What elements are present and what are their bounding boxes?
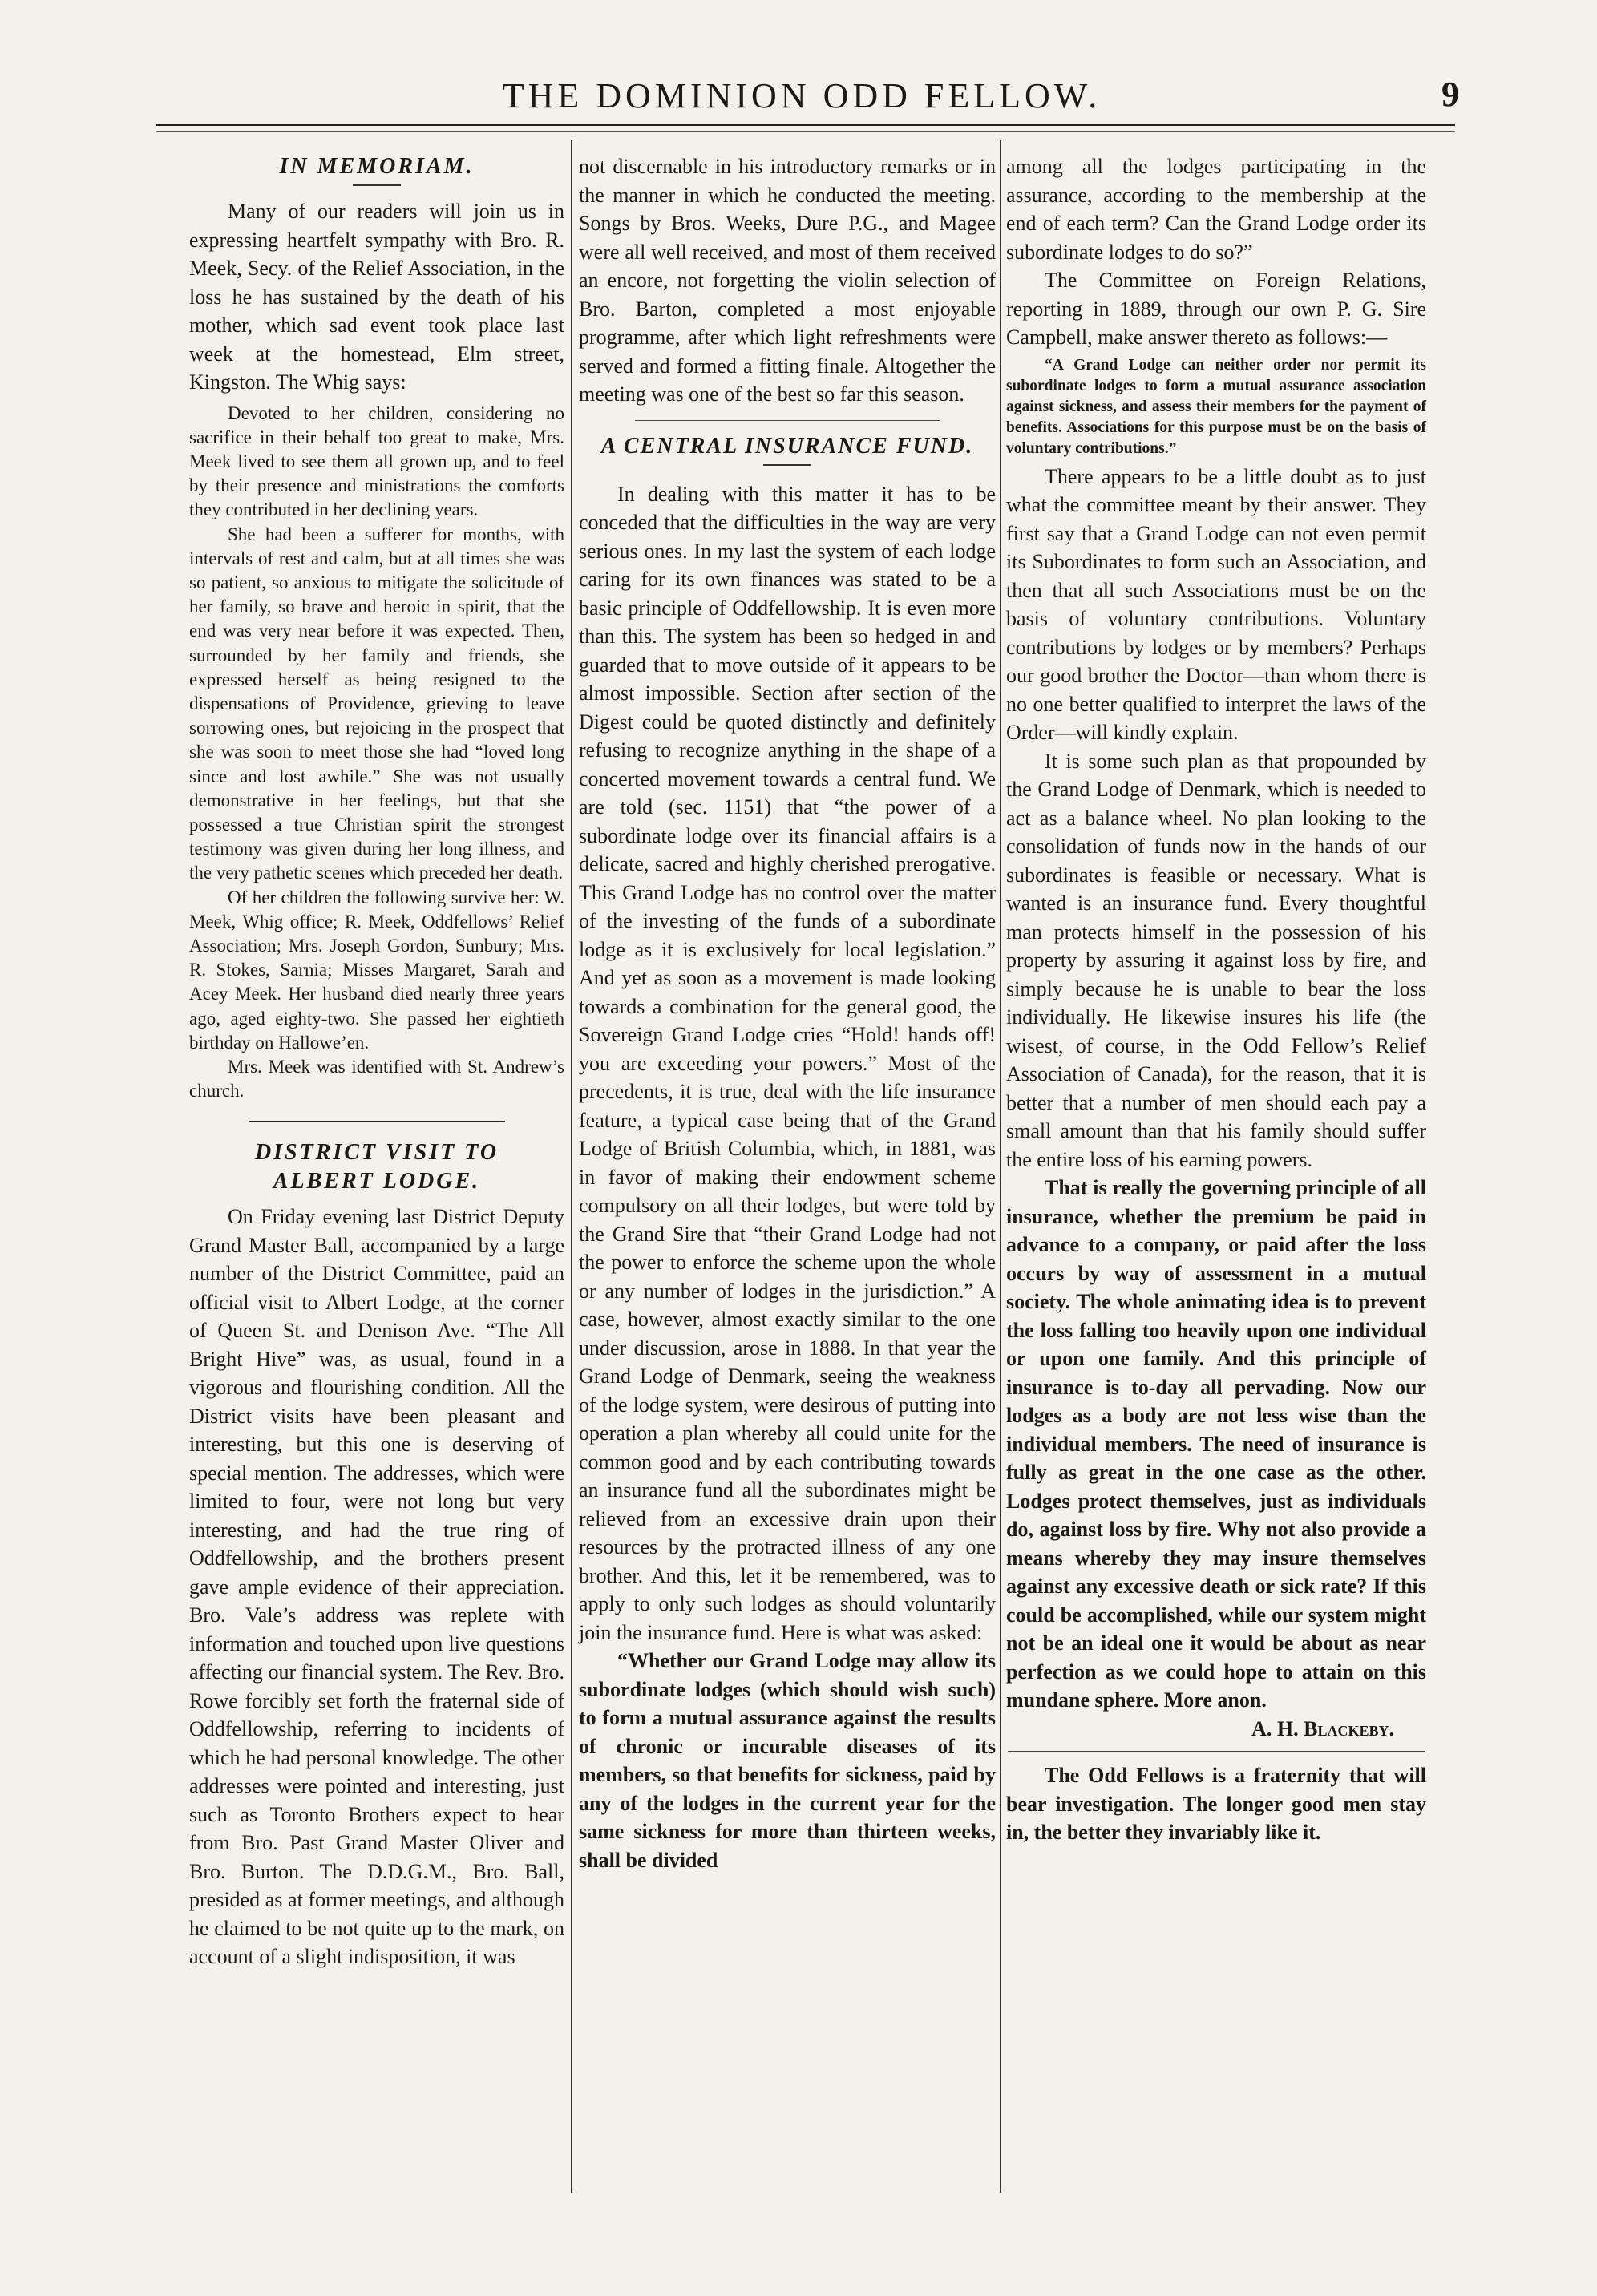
memoriam-quote-para: Devoted to her children, considering no sacrifice in their behalf too great to make, Mrs. Meek lived to see them all grown up, and to feel by their presence and ministrations the comforts they contributed in her declining years. [189,402,564,520]
header-rule [156,124,1455,126]
newspaper-title: THE DOMINION ODD FELLOW. [502,76,1102,115]
committee-paragraph: The Committee on Foreign Relations, reporting in 1889, through our own P. G. Sire Campbell, make answer thereto as follows:— [1006,269,1426,349]
in-memoriam-heading: IN MEMORIAM. [279,154,475,179]
section-separator [1008,1751,1425,1752]
masthead [144,71,1459,119]
memoriam-quote-para: She had been a sufferer for months, with intervals of rest and calm, but at all times she was so patient, so anxious to mitigate the solicitude of her family, so brave and heroic in spirit, that the end was very near before it was expected. Then, surrounded by her family and friends, she expressed herself as being resigned to the dispensations of Providence, grieving to leave sorrowing ones, but rejoicing in the prospect that she was soon to meet those she had “loved long since and lost awhile.” She was not usually demonstrative in her feelings, but that she possessed a true Christian spirit the strongest testimony was given during her long illness, and the very pathetic scenes which preceded her death. [189,523,564,883]
memoriam-intro: Many of our readers will join us in expressing heartfelt sympathy with Bro. R. Meek, Secy. of the Relief Association, in the loss he has sustained by the death of his mother, which sad event took place last week at the homestead, Elm street, Kingston. The Whig says: [189,200,564,394]
header-rule-thin [156,131,1455,132]
denmark-question: “Whether our Grand Lodge may allow its subordinate lodges (which should wish such) to form a mutual assurance against the results of chronic or incurable diseases of its members, so that benefits for sickness, paid by any of the lodges in the current year for the same sickness for more than thirteen weeks, shall be divided [579,1649,996,1872]
column-2 [579,152,996,1874]
denmark-question-continued: among all the lodges participating in the assurance, according to the membership at the end of each term? Can the Grand Lodge order its subordinate lodges to do so?” [1006,155,1426,264]
page-number: 9 [1441,75,1459,114]
central-insurance-heading: A CENTRAL INSURANCE FUND. [600,433,974,459]
memoriam-quote-para: Of her children the following survive her: W. Meek, Whig office; R. Meek, Oddfellows’ Relief Association; Mrs. Joseph Gordon, Sunbury; Mrs. R. Stokes, Sarnia; Misses Margaret, Sarah and Acey Meek. Her husband died nearly three years ago, aged eighty-two. She passed her eightieth birthday on Hallowe’en. [189,887,564,1053]
closing-paragraph: The Odd Fellows is a fraternity that will bear investigation. The longer good men stay in, the better they invariably like it. [1006,1764,1426,1844]
column-divider-1 [571,140,572,2193]
plan-paragraph: It is some such plan as that propounded by the Grand Lodge of Denmark, which is needed to act as a balance wheel. No plan looking to the consolidation of funds now in the hands of our subordinates is feasible or necessary. What is wanted is an insurance fund. Every thoughtful man protects himself in the possession of his property by assuring it against loss by fire, and simply because he is unable to bear the loss individually. He likewise insures his life (the wisest, of course, in the Odd Fellow’s Relief Association of Canada), for the reason, that it is better that a number of men should each pay a small amount than that his family should suffer the entire loss of his earning powers. [1006,749,1426,1171]
heading-underline [763,464,811,466]
signature-row [1006,1715,1426,1744]
column-3 [1006,152,1426,1847]
committee-quote: “A Grand Lodge can neither order nor permit its subordinate lodges to form a mutual assurance association against sickness, and assess their members for the payment of benefits. Associations for this purpose must be on the basis of voluntary contributions.” [1006,356,1426,457]
memoriam-quote [189,402,564,1104]
column-divider-2 [1000,140,1001,2193]
principle-paragraph: That is really the governing principle of all insurance, whether the premium be paid in advance to a company, or paid after the loss occurs by way of assessment in a mutual society. The whole animating idea is to prevent the loss falling too heavily upon one individual or upon one family. And this principle of insurance is to-day all pervading. Now our lodges as a body are not less wise than the individual members. The need of insurance is fully as great in the one case as the other. Lodges protect themselves, just as individuals do, against loss by fire. Why not also provide a means whereby they may insure themselves against any excessive death or sick rate? If this could be accomplished, while our system might not be an ideal one it would be about as near perfection as we could hope to attain on this mundane sphere. More anon. [1006,1176,1426,1712]
doubt-paragraph: There appears to be a little doubt as to just what the committee meant by their answer. They first say that a Grand Lodge can not even permit its Subordinates to form such an Association, and then that all such Associations must be on the basis of voluntary contributions. Voluntary contributions by lodges or by members? Perhaps our good brother the Doctor—than whom there is no one better qualified to interpret the laws of the Order—will kindly explain. [1006,464,1426,744]
district-visit-continued: not discernable in his introductory remarks or in the manner in which he conducted the meeting. Songs by Bros. Weeks, Dure P.G., and Magee were all well received, and most of them received an encore, not forgetting the violin selection of Bro. Barton, completed a most enjoyable programme, after which light refreshments were served and formed a fitting finale. Altogether the meeting was one of the best so far this season. [579,155,996,406]
district-visit-heading: DISTRICT VISIT TO ALBERT LODGE. [254,1140,499,1194]
author-signature: A. H. Blackeby. [1251,1716,1394,1740]
insurance-paragraph: In dealing with this matter it has to be conceded that the difficulties in the way are very serious ones. In my last the system of each lodge caring for its own finances was stated to be a basic principle of Oddfellowship. It is even more than this. The system has been so hedged in and guarded that to move outside of it appears to be almost impossible. Section after section of the Digest could be quoted distinctly and definitely refusing to recognize anything in the shape of a concerted movement towards a central fund. We are told (sec. 1151) that “the power of a subordinate lodge over its financial affairs is a delicate, sacred and highly cherished prerogative. This Grand Lodge has no control over the matter of the investing of the funds of a subordinate lodge as it is exclusively for local legislation.” And yet as soon as a movement is made looking towards a combination for the general good, the Sovereign Grand Lodge cries “Hold! hands off! you are exceeding your powers.” Most of the precedents, it is true, deal with the life insurance feature, a typical case being that of the Grand Lodge of British Columbia, which, in 1881, was in favor of making their endowment scheme compulsory on all their lodges, but were told by the Grand Sire that “their Grand Lodge had not the power to enforce the scheme upon the whole or any number of lodges in the jurisdiction.” A case, however, almost exactly similar to the one under discussion, arose in 1888. In that year the Grand Lodge of Denmark, seeing the weakness of the lodge system, were desirous of putting into operation a plan whereby all could unite for the common good and by each contributing towards an insurance fund all the subordinates might be relieved from an excessive drain upon their resources by the protracted illness of any one brother. And this, let it be remembered, was to apply to only such lodges as should voluntarily join the insurance fund. Here is what was asked: [579,482,996,1644]
section-separator [635,420,940,421]
district-visit-body: On Friday evening last District Deputy Grand Master Ball, accompanied by a large number of the District Committee, paid an official visit to Albert Lodge, at the corner of Queen St. and Denison Ave. “The All Bright Hive” was, as usual, found in a vigorous and flourishing condition. All the District visits have been pleasant and interesting, but this one is deserving of special mention. The addresses, which were limited to four, were not long but very interesting, and had the true ring of Oddfellowship, and the brothers present gave ample evidence of their appreciation. Bro. Vale’s address was replete with information and touched upon live questions affecting our financial system. The Rev. Bro. Rowe forcibly set forth the fraternal side of Oddfellowship, referring to incidents of which he had personal knowledge. The other addresses were pointed and interesting, just such as Toronto Brothers expect to hear from Bro. Past Grand Master Oliver and Bro. Burton. The D.D.G.M., Bro. Ball, presided as at former meetings, and although he claimed to be not quite up to the mark, on account of a slight indisposition, it was [189,1205,564,1969]
memoriam-quote-para: Mrs. Meek was identified with St. Andrew’s church. [189,1056,564,1102]
column-1 [189,152,564,1971]
heading-underline [353,184,401,186]
section-separator [249,1121,505,1122]
